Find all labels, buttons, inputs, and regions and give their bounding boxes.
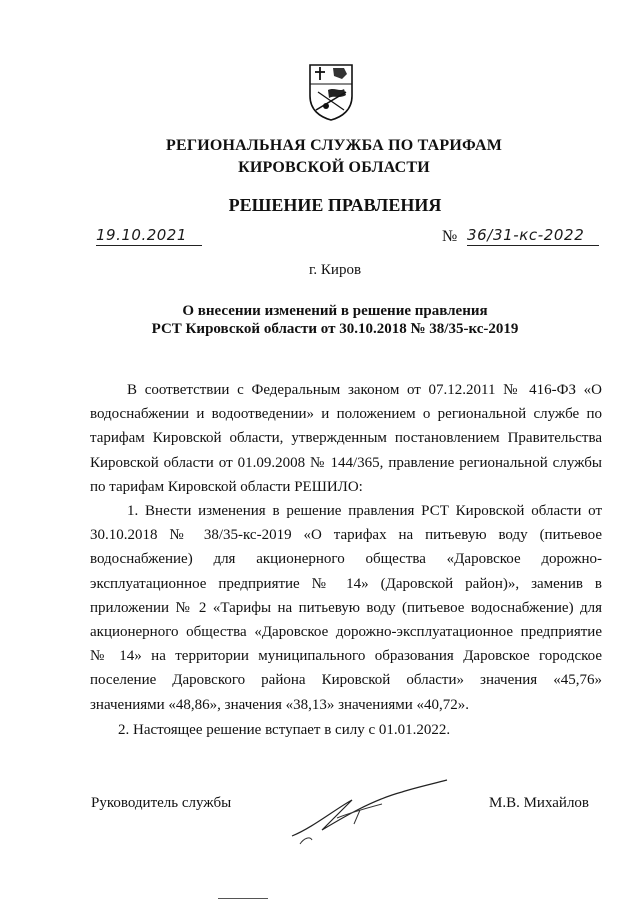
subject-line1: О внесении изменений в решение правления — [182, 303, 488, 319]
footer-divider — [218, 898, 268, 899]
document-body — [90, 378, 602, 742]
org-name-line2: КИРОВСКОЙ ОБЛАСТИ — [238, 159, 430, 176]
city-name: г. Киров — [308, 262, 362, 278]
point-2-paragraph: 2. Настоящее решение вступает в силу с 01.01.2022. — [118, 721, 451, 738]
document-type-title: РЕШЕНИЕ ПРАВЛЕНИЯ — [228, 195, 442, 215]
kirov-coat-of-arms-icon — [306, 62, 356, 122]
document-date: 19.10.2021 — [96, 226, 202, 246]
number-sign: № — [442, 228, 458, 245]
subject-line2: РСТ Кировской области от 30.10.2018 № 38/35-кс-2019 — [151, 321, 519, 337]
signer-position: Руководитель службы — [91, 795, 232, 811]
signer-name: М.В. Михайлов — [489, 795, 590, 811]
handwritten-signature-icon — [282, 778, 452, 848]
document-number: 36/31-кс-2022 — [467, 226, 599, 246]
intro-paragraph: В соответствии с Федеральным законом от 07.12.2011 № 416-ФЗ «О водоснабжении и водоотведении» и положением о региональной службе по тарифам Кировской области, утвержденным постановлением Правительства Кировской области от 01.09.2008 № 144/365, правление региональной службы по тарифам Кировской области РЕШИЛО: — [90, 382, 602, 495]
point-1-paragraph: 1. Внести изменения в решение правления РСТ Кировской области от 30.10.2018 № 38/35-кс-2019 «О тарифах на питьевую воду (питьевое водоснабжение) для акционерного общества «Даровское дорожно-эксплуатационное предприятие № 14» (Даровской район)», заменив в приложении № 2 «Тарифы на питьевую воду (питьевое водоснабжение) для акционерного общества «Даровское дорожно-эксплуатационное предприятие № 14» на территории муниципального образования Даровское городское поселение Даровского района Кировской области» значения «45,76» значениями «48,86», значения «38,13» значениями «40,72». — [90, 503, 602, 713]
org-name-line1: РЕГИОНАЛЬНАЯ СЛУЖБА ПО ТАРИФАМ — [165, 137, 503, 154]
